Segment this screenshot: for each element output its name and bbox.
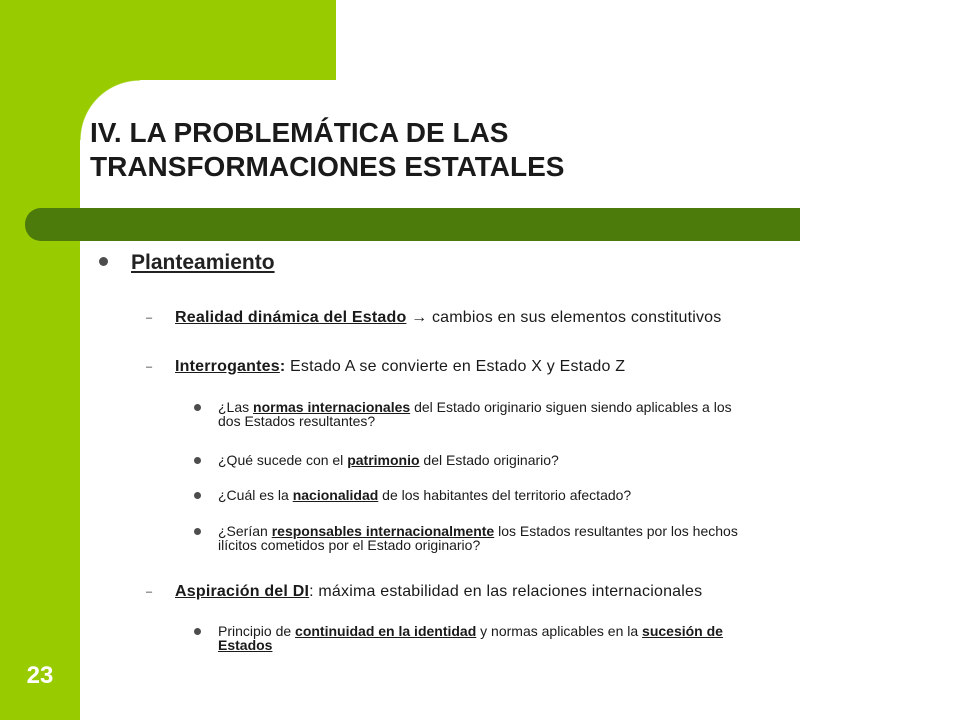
dash-icon: – [146,585,153,598]
q3-pre: ¿Cuál es la [218,487,293,503]
item-realidad-label: Realidad dinámica del Estado [175,309,407,326]
title-underline-band [25,208,800,241]
q1-post: del Estado originario siguen siendo aplicables a los [410,399,732,415]
p1-mid: y normas aplicables en la [476,623,643,639]
item-aspiracion [146,583,702,601]
bullet-dot-icon [194,628,201,635]
bullet-dot-icon [194,404,201,411]
question-nacionalidad [194,488,894,502]
arrow-icon: → [411,309,428,326]
p1-key2b: Estados [218,637,273,653]
q2-key: patrimonio [347,452,420,468]
q4-line2: ilícitos cometidos por el Estado originario? [218,537,481,553]
heading-text: Planteamiento [131,251,275,274]
top-accent-block [80,0,336,80]
p1-pre: Principio de [218,623,296,639]
question-normas [194,400,894,428]
slide-number: 23 [26,662,54,689]
q3-post: de los habitantes del territorio afectado? [378,487,632,503]
dash-icon: – [146,311,153,324]
q4-post: los Estados resultantes por los hechos [494,523,738,539]
principio-continuidad [194,624,894,652]
question-patrimonio [194,453,894,467]
left-accent-bar [0,0,80,720]
p1-key1: continuidad en la identidad [295,623,477,639]
item-interrogantes-colon: : [279,358,286,375]
q1-key: normas internacionales [253,399,411,415]
item-realidad [146,309,721,327]
q2-pre: ¿Qué sucede con el [218,452,348,468]
item-interrogantes-label: Interrogantes [175,358,280,375]
dash-icon: – [146,360,153,373]
item-aspiracion-label: Aspiración del DI [175,583,310,600]
p1-key2: sucesión de [642,623,723,639]
title-line-1: IV. LA PROBLEMÁTICA DE LAS [90,117,509,148]
bullet-dot-icon [99,257,108,266]
slide-title [90,116,790,184]
item-aspiracion-rest: : máxima estabilidad en las relaciones internacionales [309,583,703,600]
q4-pre: ¿Serían [218,523,272,539]
item-realidad-rest: cambios en sus elementos constitutivos [427,309,722,326]
q3-key: nacionalidad [292,487,379,503]
q1-pre: ¿Las [218,399,254,415]
q4-key: responsables internacionalmente [271,523,495,539]
question-responsables [194,524,894,552]
bullet-dot-icon [194,528,201,535]
bullet-dot-icon [194,457,201,464]
bullet-dot-icon [194,492,201,499]
q1-line2: dos Estados resultantes? [218,413,376,429]
q2-post: del Estado originario? [419,452,559,468]
item-interrogantes-rest: Estado A se convierte en Estado X y Estado Z [285,358,626,375]
heading-bullet [99,251,275,275]
title-line-2: TRANSFORMACIONES ESTATALES [90,151,565,182]
item-interrogantes [146,358,625,376]
